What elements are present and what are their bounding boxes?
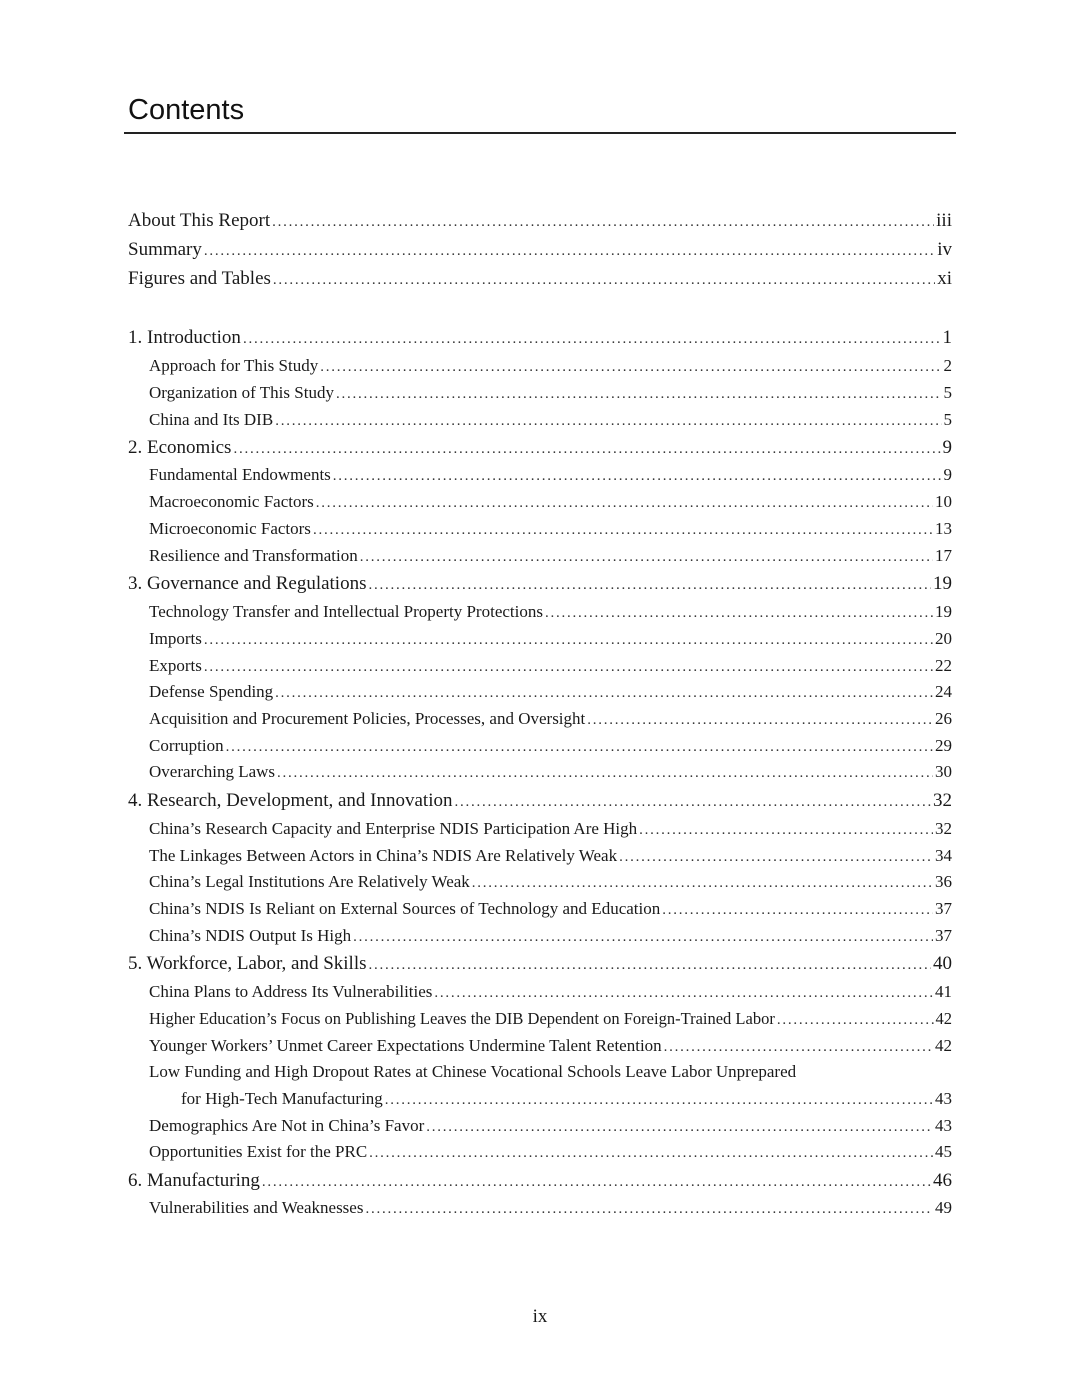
toc-entry-page: iv [937, 239, 952, 260]
dot-leader [277, 762, 933, 782]
toc-section-label: China’s Legal Institutions Are Relatively Weak [149, 872, 470, 891]
dot-leader [272, 210, 934, 232]
toc-chapter-label: 3. Governance and Regulations [128, 573, 367, 594]
toc-section[interactable] [149, 899, 952, 919]
toc-section-label: Opportunities Exist for the PRC [149, 1142, 368, 1161]
toc-section-label: China’s NDIS Output Is High [149, 926, 352, 945]
toc-section-label: China’s NDIS Is Reliant on External Sources of Technology and Education [149, 899, 661, 918]
toc-section[interactable] [149, 982, 952, 1002]
toc-section-page: 43 [935, 1116, 952, 1135]
toc-section-label: Macroeconomic Factors [149, 492, 314, 511]
toc-section-page: 20 [935, 629, 952, 648]
toc-section-label: Exports [149, 656, 202, 675]
dot-leader [777, 1009, 934, 1029]
toc-section-label: China’s Research Capacity and Enterprise NDIS Participation Are High [149, 819, 638, 838]
toc-chapter-5[interactable] [128, 953, 952, 975]
dot-leader [664, 1036, 933, 1056]
toc-section-page: 13 [935, 519, 952, 538]
dot-leader [426, 1116, 933, 1136]
toc-chapter-2[interactable] [128, 437, 952, 459]
toc-section[interactable] [149, 465, 952, 485]
toc-section-label: Resilience and Transformation [149, 546, 358, 565]
toc-section-label: for High-Tech Manufacturing [181, 1089, 383, 1108]
toc-section-page: 9 [943, 465, 952, 484]
toc-section-page: 10 [935, 492, 952, 511]
toc-section-label: Defense Spending [149, 682, 274, 701]
toc-section-page: 26 [935, 709, 952, 728]
dot-leader [275, 410, 941, 430]
dot-leader [360, 546, 933, 566]
toc-chapter-page: 32 [933, 790, 952, 811]
dot-leader [336, 383, 942, 403]
dot-leader [662, 899, 933, 919]
toc-section-label: Demographics Are Not in China’s Favor [149, 1116, 425, 1135]
dot-leader [226, 736, 933, 756]
toc-section[interactable] [149, 546, 952, 566]
toc-section-label: Organization of This Study [149, 383, 334, 402]
dot-leader [365, 1198, 933, 1218]
toc-section[interactable] [149, 1036, 952, 1056]
toc-section-page: 5 [943, 383, 952, 402]
toc-section-label: Higher Education’s Focus on Publishing Leaves the DIB Dependent on Foreign-Trained Labor [149, 1009, 775, 1028]
toc-section[interactable] [149, 709, 952, 729]
page-title: Contents [128, 94, 245, 126]
dot-leader [333, 465, 942, 485]
toc-section-page: 41 [935, 982, 952, 1001]
toc-section-page: 43 [935, 1089, 952, 1108]
toc-section[interactable] [149, 682, 952, 702]
toc-section[interactable] [149, 819, 952, 839]
toc-entry-label: About This Report [128, 210, 271, 231]
toc-section-page: 37 [935, 899, 952, 918]
toc-section[interactable] [149, 872, 952, 892]
toc-section-page: 17 [935, 546, 952, 565]
dot-leader [434, 982, 933, 1002]
toc-entry-about[interactable] [128, 210, 952, 232]
toc-section-label: China Plans to Address Its Vulnerabilities [149, 982, 433, 1001]
toc-chapter-page: 9 [942, 437, 952, 458]
toc-chapter-4[interactable] [128, 790, 952, 812]
toc-section-label: Acquisition and Procurement Policies, Processes, and Oversight [149, 709, 586, 728]
toc-section[interactable] [149, 926, 952, 946]
toc-section-label: Approach for This Study [149, 356, 319, 375]
toc-entry-label: Summary [128, 239, 202, 260]
toc-section-label: Vulnerabilities and Weaknesses [149, 1198, 364, 1217]
toc-section[interactable] [149, 519, 952, 539]
toc-section[interactable] [149, 1009, 952, 1029]
toc-section[interactable] [149, 762, 952, 782]
dot-leader [204, 239, 935, 261]
toc-chapter-page: 1 [942, 327, 952, 348]
title-rule [124, 132, 956, 134]
dot-leader [454, 790, 931, 812]
toc-section[interactable] [149, 1116, 952, 1136]
toc-section[interactable] [149, 492, 952, 512]
toc-chapter-page: 46 [933, 1170, 952, 1191]
toc-chapter-6[interactable] [128, 1170, 952, 1192]
toc-chapter-label: 2. Economics [128, 437, 232, 458]
toc-section-label: Overarching Laws [149, 762, 276, 781]
toc-chapter-label: 4. Research, Development, and Innovation [128, 790, 453, 811]
toc-section[interactable] [149, 656, 952, 676]
toc-section-page: 30 [935, 762, 952, 781]
toc-chapter-label: 5. Workforce, Labor, and Skills [128, 953, 367, 974]
toc-section-label: The Linkages Between Actors in China’s NDIS Are Relatively Weak [149, 846, 618, 865]
toc-section-page: 42 [935, 1036, 952, 1055]
toc-section-page: 37 [935, 926, 952, 945]
toc-section-label: Imports [149, 629, 202, 648]
toc-chapter-1[interactable] [128, 327, 952, 349]
toc-section-label-line1[interactable]: Low Funding and High Dropout Rates at Chinese Vocational Schools Leave Labor Unprepared [149, 1062, 797, 1081]
dot-leader [472, 872, 933, 892]
toc-entry-figures-tables[interactable] [128, 268, 952, 290]
toc-section-page: 22 [935, 656, 952, 675]
toc-section-label: Technology Transfer and Intellectual Property Protections [149, 602, 543, 621]
dot-leader [316, 492, 933, 512]
toc-section-page: 2 [943, 356, 952, 375]
dot-leader [368, 573, 931, 595]
toc-section-page: 24 [935, 682, 952, 701]
toc-section[interactable] [149, 356, 952, 376]
toc-section-label: China and Its DIB [149, 410, 274, 429]
toc-chapter-page: 19 [933, 573, 952, 594]
toc-section-page: 45 [935, 1142, 952, 1161]
toc-chapter-label: 1. Introduction [128, 327, 241, 348]
dot-leader [353, 926, 933, 946]
toc-section-label: Younger Workers’ Unmet Career Expectations Undermine Talent Retention [149, 1036, 662, 1055]
toc-section-page: 29 [935, 736, 952, 755]
toc-section[interactable] [149, 736, 952, 756]
toc-section-page: 5 [943, 410, 952, 429]
dot-leader [243, 327, 941, 349]
toc-section-page: 36 [935, 872, 952, 891]
dot-leader [262, 1170, 931, 1192]
toc-section-label: Corruption [149, 736, 224, 755]
dot-leader [320, 356, 941, 376]
toc-section[interactable] [149, 602, 952, 622]
toc-section-page: 32 [935, 819, 952, 838]
toc-section-page: 19 [935, 602, 952, 621]
toc-section-page: 49 [935, 1198, 952, 1217]
dot-leader [275, 682, 933, 702]
dot-leader [385, 1089, 933, 1109]
toc-section[interactable] [149, 410, 952, 430]
page-number: ix [532, 1306, 548, 1327]
toc-section[interactable] [149, 1198, 952, 1218]
toc-section-label: Microeconomic Factors [149, 519, 311, 538]
dot-leader [273, 268, 935, 290]
dot-leader [587, 709, 933, 729]
dot-leader [619, 846, 933, 866]
dot-leader [369, 1142, 933, 1162]
toc-entry-label: Figures and Tables [128, 268, 271, 289]
dot-leader [204, 629, 933, 649]
toc-entry-page: xi [937, 268, 952, 289]
dot-leader [204, 656, 933, 676]
toc-section-label: Fundamental Endowments [149, 465, 331, 484]
toc-section[interactable] [149, 629, 952, 649]
dot-leader [313, 519, 933, 539]
dot-leader [233, 437, 940, 459]
toc-entry-summary[interactable] [128, 239, 952, 261]
toc-section-page: 34 [935, 846, 952, 865]
toc-section[interactable] [181, 1089, 952, 1109]
toc-chapter-3[interactable] [128, 573, 952, 595]
toc-chapter-label: 6. Manufacturing [128, 1170, 260, 1191]
toc-section[interactable] [149, 383, 952, 403]
toc-entry-page: iii [936, 210, 952, 231]
toc-section[interactable] [149, 846, 952, 866]
toc-section[interactable] [149, 1142, 952, 1162]
dot-leader [545, 602, 933, 622]
toc-chapter-page: 40 [933, 953, 952, 974]
dot-leader [639, 819, 933, 839]
dot-leader [369, 953, 931, 975]
toc-section-page: 42 [935, 1009, 952, 1028]
